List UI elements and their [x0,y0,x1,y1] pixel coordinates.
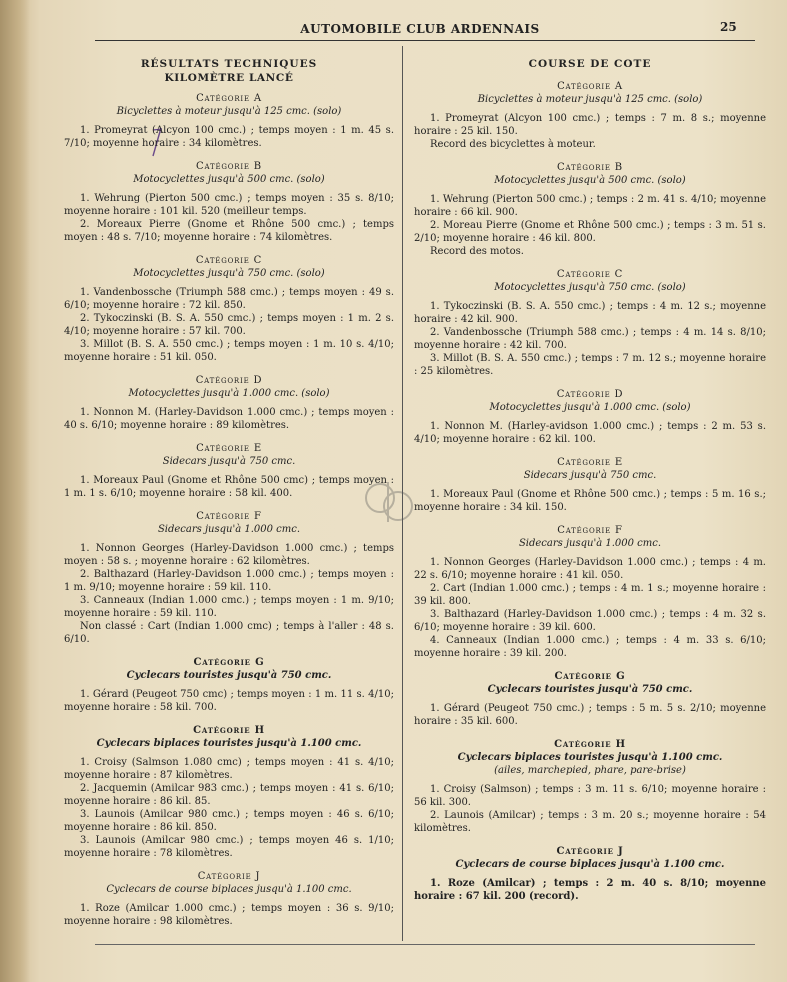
result-entry: 1. Croisy (Salmson) ; temps : 3 m. 11 s. 6/10; moyenne horaire : 56 kil. 300. [414,784,766,808]
category-block [414,738,766,835]
category-description: Cyclecars touristes jusqu'à 750 cmc. [487,684,693,695]
category-description: Sidecars jusqu'à 1.000 cmc. [518,538,662,549]
category-name: Catégorie J [197,871,261,882]
category-description: Motocyclettes jusqu'à 1.000 cmc. (solo) [489,402,691,413]
category-description: Sidecars jusqu'à 750 cmc. [162,456,296,467]
category-name: Catégorie B [196,161,262,172]
result-entry: Record des bicyclettes à moteur. [430,139,596,150]
section-subtitle: KILOMÈTRE LANCÉ [164,72,294,84]
category-name: Catégorie H [554,739,626,750]
result-entry: 3. Millot (B. S. A. 550 cmc.) ; temps moyen : 1 m. 10 s. 4/10; moyenne horaire : 51 kil. 050. [64,339,394,363]
result-entry: 1. Promeyrat (Alcyon 100 cmc.) ; temps moyen : 1 m. 45 s. 7/10; moyenne horaire : 34 kilomètres. [64,125,394,149]
left-column [64,58,394,938]
result-entry: 2. Cart (Indian 1.000 cmc.) ; temps : 4 m. 1 s.; moyenne horaire : 39 kil. 800. [414,583,766,607]
category-block [414,456,766,514]
category-name: Catégorie J [556,846,624,857]
category-description: Cyclecars de course biplaces jusqu'à 1.100 cmc. [106,884,352,895]
category-list [64,92,394,928]
result-entry: Record des motos. [430,246,524,257]
category-block [414,388,766,446]
category-name: Catégorie A [196,93,262,104]
category-description: Sidecars jusqu'à 1.000 cmc. [157,524,301,535]
result-entry: 3. Balthazard (Harley-Davidson 1.000 cmc.) ; temps : 4 m. 32 s. 6/10; moyenne horaire : 39 kil. 600. [414,609,766,633]
result-entry: 3. Launois (Amilcar 980 cmc.) ; temps moyen : 46 s. 6/10; moyenne horaire : 86 kil. 850. [64,809,394,833]
result-entry: 2. Moreaux Pierre (Gnome et Rhône 500 cmc.) ; temps moyen : 48 s. 7/10; moyenne horaire : 74 kilomètres. [64,219,394,243]
category-block [64,870,394,928]
result-entry: 4. Canneaux (Indian 1.000 cmc.) ; temps : 4 m. 33 s. 6/10; moyenne horaire : 39 kil. 200. [414,635,766,659]
category-block [64,442,394,500]
category-name: Catégorie G [193,657,265,668]
result-entry: 1. Roze (Amilcar) ; temps : 2 m. 40 s. 8/10; moyenne horaire : 67 kil. 200 (record). [414,878,766,902]
category-description: Cyclecars biplaces touristes jusqu'à 1.100 cmc. [457,752,723,763]
category-name: Catégorie E [196,443,262,454]
category-block [414,670,766,728]
result-entry: 1. Tykoczinski (B. S. A. 550 cmc.) ; temps : 4 m. 12 s.; moyenne horaire : 42 kil. 900. [414,301,766,325]
category-description: Cyclecars de course biplaces jusqu'à 1.100 cmc. [455,859,725,870]
category-block [64,374,394,432]
result-entry: 1. Nonnon Georges (Harley-Davidson 1.000 cmc.) ; temps : 4 m. 22 s. 6/10; moyenne horaire : 41 kil. 050. [414,557,766,581]
category-description: Bicyclettes à moteur jusqu'à 125 cmc. (solo) [477,94,703,105]
running-title: AUTOMOBILE CLUB ARDENNAIS [300,22,540,36]
result-entry: 1. Gérard (Peugeot 750 cmc.) ; temps : 5 m. 5 s. 2/10; moyenne horaire : 35 kil. 600. [414,703,766,727]
result-entry: 3. Canneaux (Indian 1.000 cmc.) ; temps moyen : 1 m. 9/10; moyenne horaire : 59 kil. 110. [64,595,394,619]
category-name: Catégorie C [556,269,624,280]
category-list [414,80,766,903]
category-name: Catégorie D [556,389,624,400]
category-name: Catégorie F [196,511,262,522]
category-description: Motocyclettes jusqu'à 500 cmc. (solo) [133,174,325,185]
header-rule [95,40,755,41]
section-title: RÉSULTATS TECHNIQUES [140,58,318,70]
category-name: Catégorie A [557,81,623,92]
result-entry: 3. Millot (B. S. A. 550 cmc.) ; temps : 7 m. 12 s.; moyenne horaire : 25 kilomètres. [414,353,766,377]
category-block [414,161,766,258]
category-description: Motocyclettes jusqu'à 750 cmc. (solo) [494,282,686,293]
category-description: Bicyclettes à moteur jusqu'à 125 cmc. (solo) [116,106,342,117]
category-block [64,656,394,714]
result-entry: 3. Launois (Amilcar 980 cmc.) ; temps moyen 46 s. 1/10; moyenne horaire : 78 kilomètres. [64,835,394,859]
category-name: Catégorie G [554,671,626,682]
result-entry: 2. Jacquemin (Amilcar 983 cmc.) ; temps moyen : 41 s. 6/10; moyenne horaire : 86 kil. 85. [64,783,394,807]
category-block [64,254,394,364]
result-entry: 1. Roze (Amilcar 1.000 cmc.) ; temps moyen : 36 s. 9/10; moyenne horaire : 98 kilomètres. [64,903,394,927]
result-entry: 2. Tykoczinski (B. S. A. 550 cmc.) ; temps moyen : 1 m. 2 s. 4/10; moyenne horaire : 57 kil. 700. [64,313,394,337]
result-entry: 1. Wehrung (Pierton 500 cmc.) ; temps moyen : 35 s. 8/10; moyenne horaire : 101 kil. 520 (meilleur temps. [64,193,394,217]
result-entry: 1. Croisy (Salmson 1.080 cmc) ; temps moyen : 41 s. 4/10; moyenne horaire : 87 kilomètres. [64,757,394,781]
result-entry: 1. Moreaux Paul (Gnome et Rhône 500 cmc) ; temps moyen : 1 m. 1 s. 6/10; moyenne horaire : 58 kil. 400. [64,475,394,499]
category-description: Motocyclettes jusqu'à 1.000 cmc. (solo) [128,388,330,399]
book-binding-shadow [0,0,30,982]
category-block [64,510,394,646]
category-description: Cyclecars biplaces touristes jusqu'à 1.100 cmc. [96,738,362,749]
category-block [414,845,766,903]
category-name: Catégorie C [195,255,263,266]
category-block [414,524,766,660]
result-entry: 1. Vandenbossche (Triumph 588 cmc.) ; temps moyen : 49 s. 6/10; moyenne horaire : 72 kil. 850. [64,287,394,311]
result-entry: 2. Moreau Pierre (Gnome et Rhône 500 cmc.) ; temps : 3 m. 51 s. 2/10; moyenne horaire : 46 kil. 800. [414,220,766,244]
category-name: Catégorie F [557,525,623,536]
page-header [0,16,787,40]
category-block [414,80,766,151]
result-entry: 2. Launois (Amilcar) ; temps : 3 m. 20 s.; moyenne horaire : 54 kilomètres. [414,810,766,834]
bottom-rule [95,944,755,945]
category-name: Catégorie E [557,457,623,468]
category-description: Sidecars jusqu'à 750 cmc. [523,470,657,481]
right-column [414,58,766,913]
result-entry: Non classé : Cart (Indian 1.000 cmc) ; temps à l'aller : 48 s. 6/10. [64,621,394,645]
category-block [64,724,394,860]
category-description: Cyclecars touristes jusqu'à 750 cmc. [126,670,332,681]
category-block [414,268,766,378]
result-entry: 1. Nonnon M. (Harley-Davidson 1.000 cmc.) ; temps moyen : 40 s. 6/10; moyenne horaire : 89 kilomètres. [64,407,394,431]
result-entry: 1. Wehrung (Pierton 500 cmc.) ; temps : 2 m. 41 s. 4/10; moyenne horaire : 66 kil. 900. [414,194,766,218]
category-description-note: (ailes, marchepied, phare, pare-brise) [494,765,686,776]
result-entry: 1. Gérard (Peugeot 750 cmc) ; temps moyen : 1 m. 11 s. 4/10; moyenne horaire : 58 kil. 700. [64,689,394,713]
category-name: Catégorie D [195,375,263,386]
result-entry: 1. Promeyrat (Alcyon 100 cmc.) ; temps : 7 m. 8 s.; moyenne horaire : 25 kil. 150. [414,113,766,137]
result-entry: 1. Nonnon Georges (Harley-Davidson 1.000 cmc.) ; temps moyen : 58 s. ; moyenne horaire : 62 kilomètres. [64,543,394,567]
result-entry: 1. Nonnon M. (Harley-avidson 1.000 cmc.) ; temps : 2 m. 53 s. 4/10; moyenne horaire : 62 kil. 100. [414,421,766,445]
category-block [64,92,394,150]
category-name: Catégorie H [193,725,265,736]
category-name: Catégorie B [557,162,623,173]
page-number: 25 [720,20,737,34]
category-description: Motocyclettes jusqu'à 750 cmc. (solo) [133,268,325,279]
section-title: COURSE DE COTE [528,58,652,70]
result-entry: 2. Vandenbossche (Triumph 588 cmc.) ; temps : 4 m. 14 s. 8/10; moyenne horaire : 42 kil. 700. [414,327,766,351]
result-entry: 2. Balthazard (Harley-Davidson 1.000 cmc.) ; temps moyen : 1 m. 9/10; moyenne horaire : 59 kil. 110. [64,569,394,593]
result-entry: 1. Moreaux Paul (Gnome et Rhône 500 cmc.) ; temps : 5 m. 16 s.; moyenne horaire : 34 kil. 150. [414,489,766,513]
category-description: Motocyclettes jusqu'à 500 cmc. (solo) [494,175,686,186]
category-block [64,160,394,244]
